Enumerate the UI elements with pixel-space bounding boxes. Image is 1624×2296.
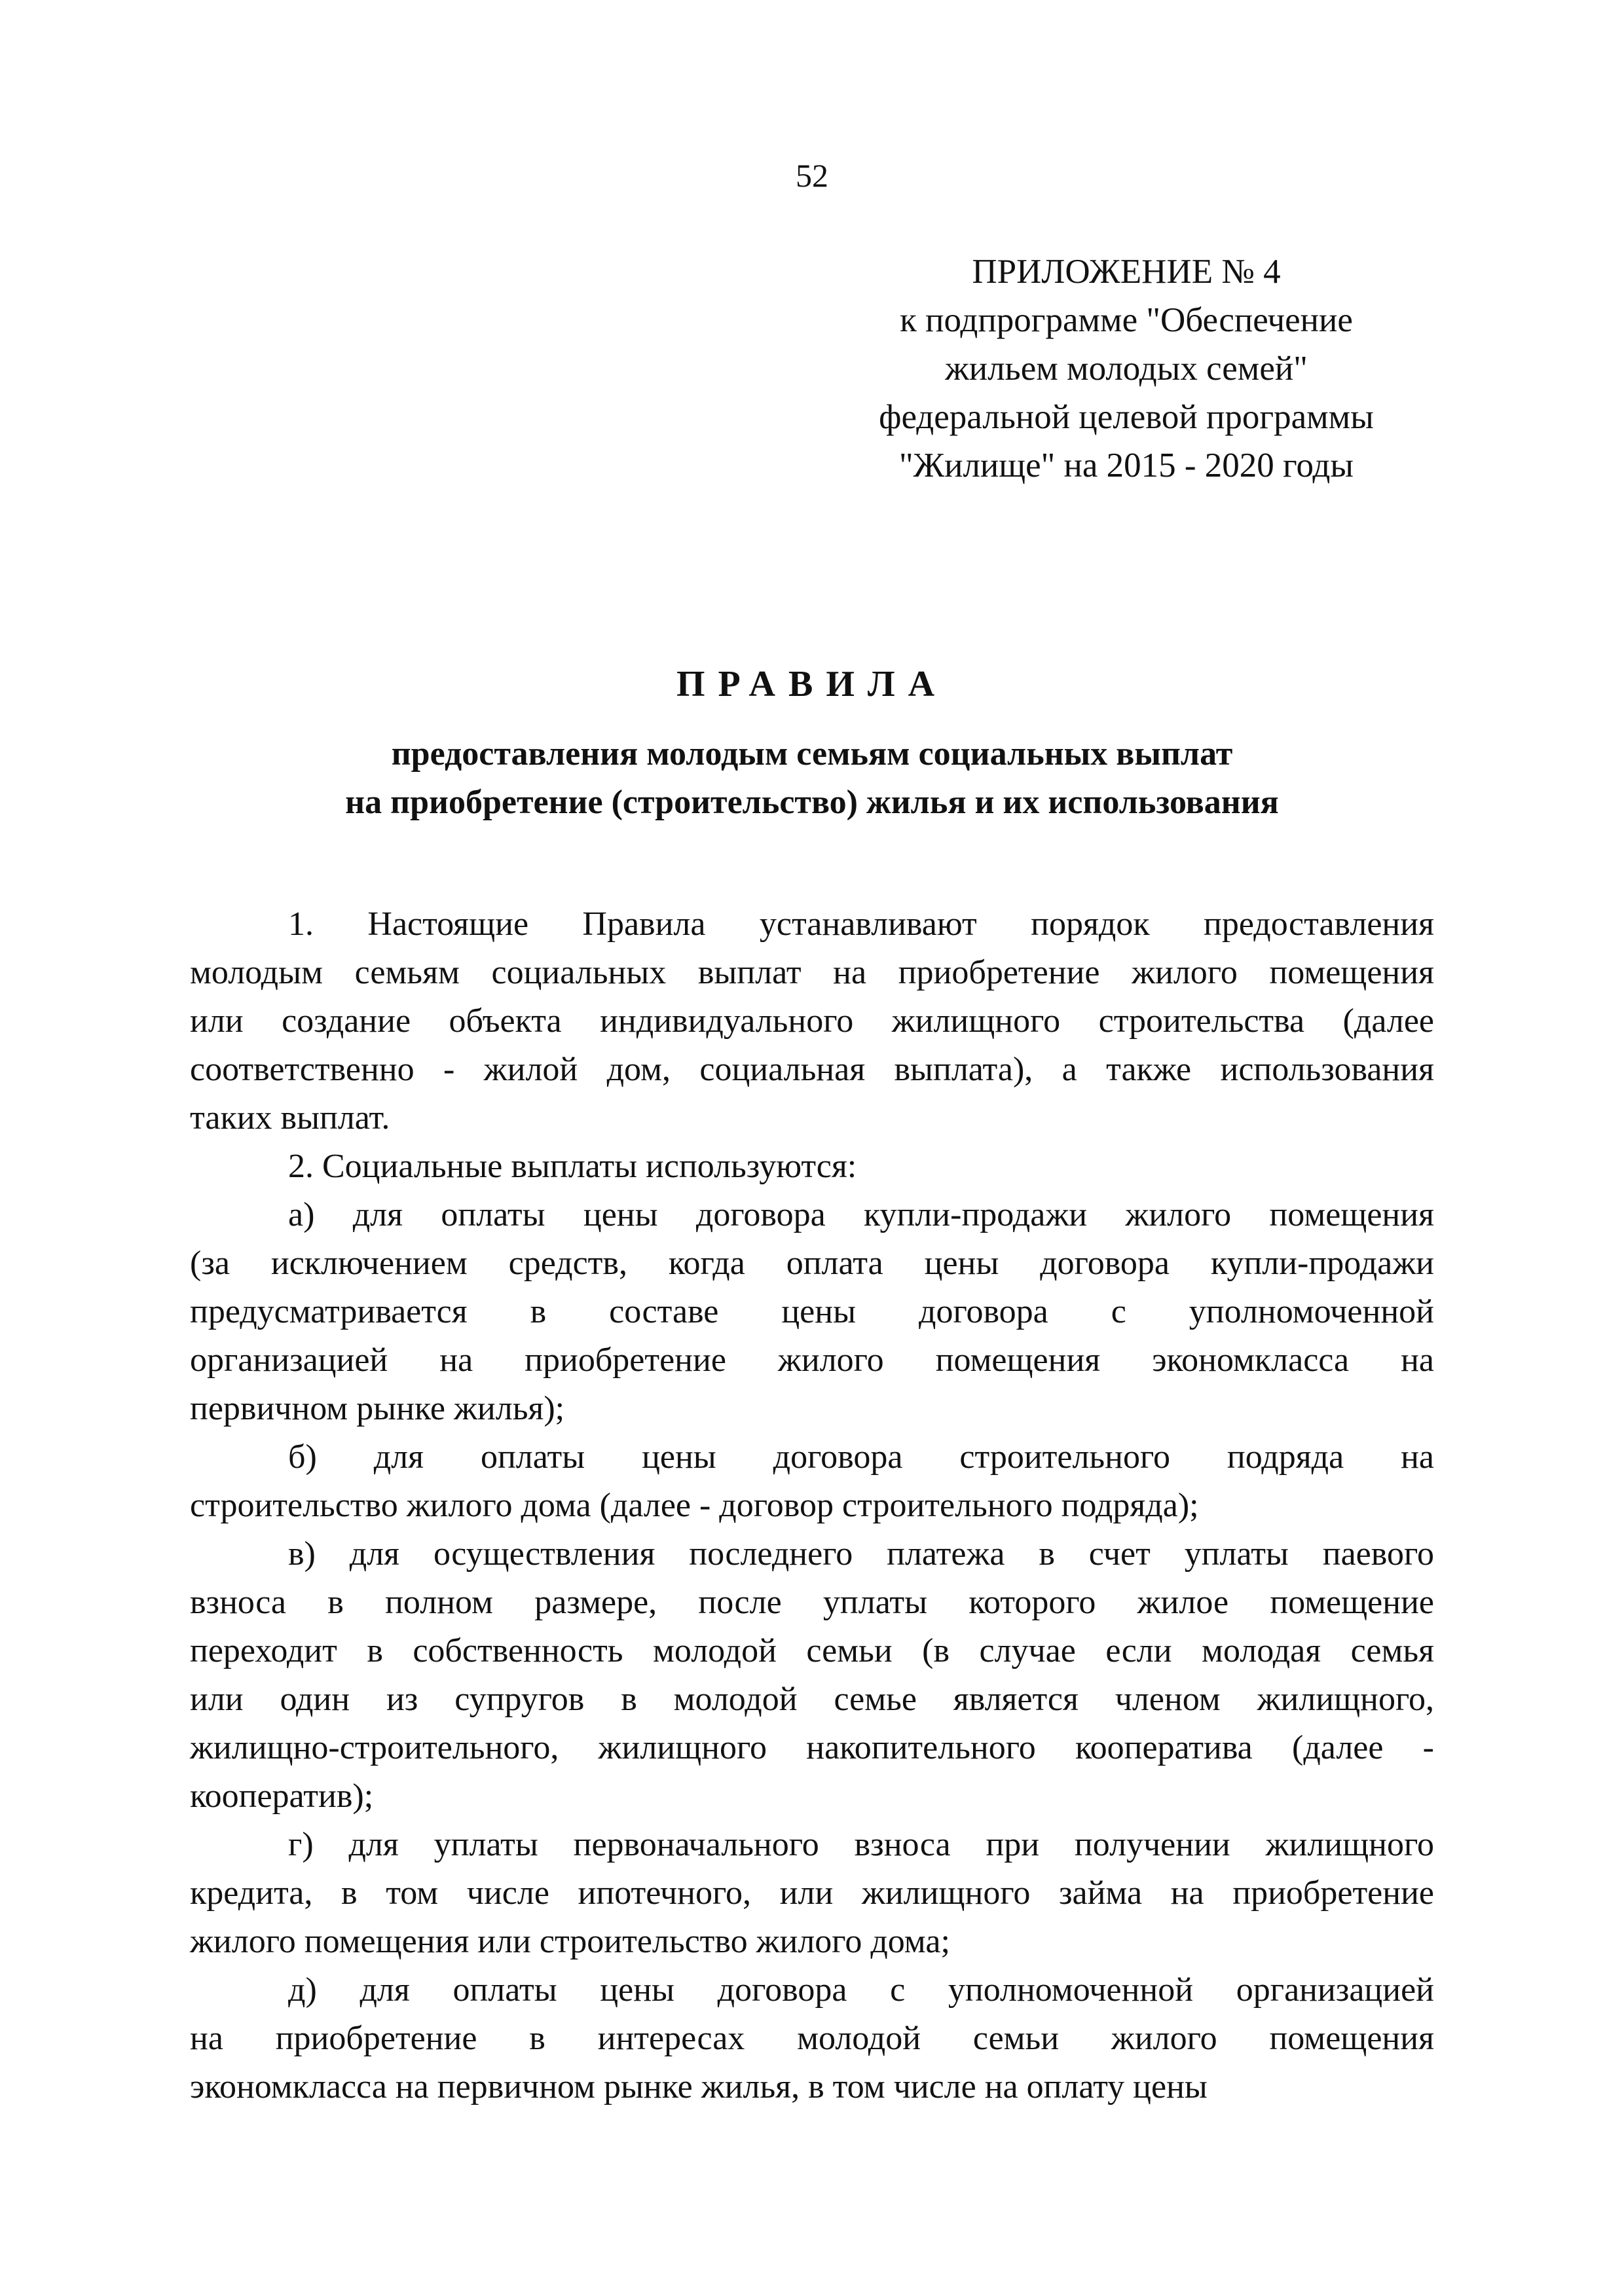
- paragraph-line: таких выплат.: [190, 1099, 390, 1137]
- paragraph-line: молодым семьям социальных выплат на приобретение жилого помещения: [190, 954, 1434, 991]
- paragraph: [190, 1142, 1434, 1191]
- paragraph-line: 2. Социальные выплаты используются:: [288, 1148, 857, 1185]
- paragraph-line: в) для осуществления последнего платежа в счет уплаты паевого: [288, 1535, 1434, 1573]
- document-title: ПРАВИЛА: [676, 664, 948, 704]
- paragraph-line: строительство жилого дома (далее - договор строительного подряда);: [190, 1487, 1199, 1524]
- paragraph-line: жилищно-строительного, жилищного накопительного кооператива (далее -: [190, 1729, 1434, 1766]
- paragraph-line: а) для оплаты цены договора купли-продажи жилого помещения: [288, 1196, 1434, 1233]
- appendix-line: к подпрограмме "Обеспечение: [900, 301, 1353, 339]
- paragraph: [190, 1966, 1434, 2111]
- document-body: [190, 900, 1434, 2111]
- paragraph-line: (за исключением средств, когда оплата цены договора купли-продажи: [190, 1245, 1434, 1282]
- paragraph-line: или один из супругов в молодой семье является членом жилищного,: [190, 1681, 1434, 1718]
- paragraph-line: первичном рынке жилья);: [190, 1390, 565, 1427]
- paragraph-line: г) для уплаты первоначального взноса при получении жилищного: [288, 1826, 1434, 1863]
- paragraph: [190, 900, 1434, 1142]
- appendix-line: федеральной целевой программы: [879, 398, 1374, 436]
- page-number: 52: [796, 157, 828, 194]
- paragraph: [190, 1530, 1434, 1821]
- paragraph-line: кредита, в том числе ипотечного, или жилищного займа на приобретение: [190, 1874, 1434, 1912]
- paragraph: [190, 1433, 1434, 1530]
- paragraph-line: соответственно - жилой дом, социальная выплата), а также использования: [190, 1051, 1434, 1088]
- paragraph-line: экономкласса на первичном рынке жилья, в том числе на оплату цены: [190, 2068, 1208, 2105]
- paragraph-line: предусматривается в составе цены договора с уполномоченной: [190, 1293, 1434, 1330]
- paragraph-line: взноса в полном размере, после уплаты которого жилое помещение: [190, 1584, 1434, 1621]
- paragraph-line: переходит в собственность молодой семьи (в случае если молодая семья: [190, 1632, 1434, 1669]
- document-subtitle: [0, 730, 1624, 827]
- paragraph-line: жилого помещения или строительство жилого дома;: [190, 1923, 950, 1960]
- paragraph-line: на приобретение в интересах молодой семьи жилого помещения: [190, 2020, 1434, 2057]
- paragraph-line: б) для оплаты цены договора строительного подряда на: [288, 1438, 1434, 1476]
- subtitle-line: предоставления молодым семьям социальных выплат: [391, 735, 1233, 773]
- paragraph-line: кооператив);: [190, 1777, 374, 1815]
- appendix-line: жильем молодых семей": [945, 350, 1308, 388]
- paragraph-line: 1. Настоящие Правила устанавливают порядок предоставления: [288, 905, 1434, 943]
- paragraph-line: д) для оплаты цены договора с уполномоченной организацией: [288, 1971, 1434, 2009]
- paragraph-line: или создание объекта индивидуального жилищного строительства (далее: [190, 1002, 1434, 1040]
- paragraph: [190, 1191, 1434, 1433]
- appendix-line: ПРИЛОЖЕНИЕ № 4: [972, 253, 1281, 291]
- paragraph: [190, 1821, 1434, 1966]
- paragraph-line: организацией на приобретение жилого помещения экономкласса на: [190, 1341, 1434, 1379]
- appendix-line: "Жилище" на 2015 - 2020 годы: [898, 446, 1354, 484]
- subtitle-line: на приобретение (строительство) жилья и их использования: [345, 784, 1279, 821]
- appendix-header: [812, 247, 1441, 490]
